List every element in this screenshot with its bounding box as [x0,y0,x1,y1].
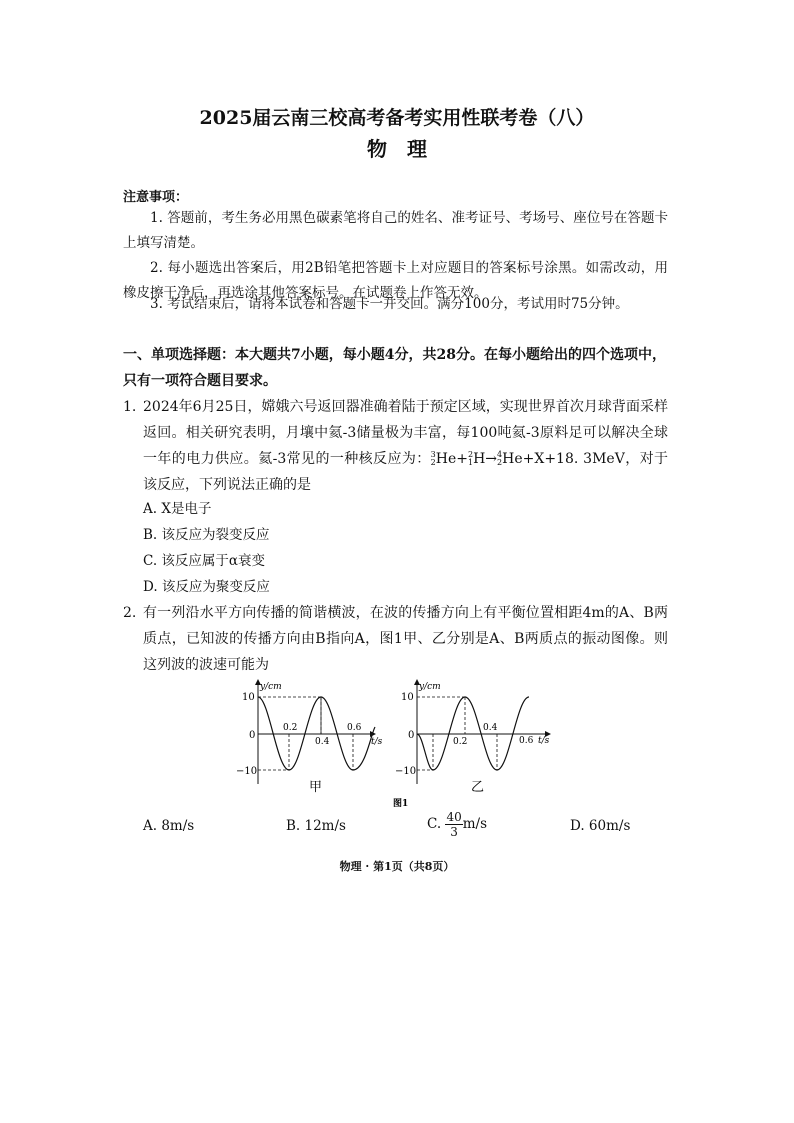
page-footer: 物理 · 第1页（共8页） [339,860,455,873]
origin-label: 0 [249,730,256,741]
q1-option-a[interactable]: A. X是电子 [143,501,212,517]
x-tick-0.6: 0.6 [519,736,534,746]
section-heading: 一、单项选择题：本大题共7小题，每小题4分，共28分。在每小题给出的四个选项中，只有一项符合题目要求。 [123,347,666,389]
option-unit: m/s [462,816,487,832]
x-tick-0.4: 0.4 [315,737,330,747]
y-tick-max: 10 [401,692,414,703]
x-tick-0.4: 0.4 [483,723,498,733]
y-tick-min: −10 [236,766,258,777]
subject-title: 物理 [367,137,447,161]
note-item-3: 3. 考试结束后，请将本试卷和答题卡一并交回。满分100分，考试用时75分钟。 [150,296,629,312]
y-tick-min: −10 [395,766,417,777]
notes-heading: 注意事项： [123,190,189,205]
q1-option-c[interactable]: C. 该反应属于α衰变 [143,553,266,569]
question-text: 有一列沿水平方向传播的简谐横波，在波的传播方向上有平衡位置相距4m的A、B两质点，已知波的传播方向由B指向A，图1甲、乙分别是A、B两质点的振动图像。则这列波的波速可能为 [143,605,668,673]
q2-option-a[interactable]: A. 8m/s [143,818,195,834]
graph-yi [395,680,550,795]
question-2 [123,600,668,678]
q2-option-b[interactable]: B. 12m/s [286,818,346,834]
question-text-after: ，对于该反应，下列说法正确的是 [143,451,669,493]
option-letter: C. [427,816,442,832]
q1-option-d[interactable]: D. 该反应为聚变反应 [143,579,270,595]
question-text: 2024年6月25日，嫦娥六号返回器准确着陆于预定区域，实现世界首次月球背面采样返回。相关研究表明，月壤中氦-3储量极为丰富，每100吨氦-3原料足可以解决全球一年的电力供应。氦-3常见的一种核反应为： [143,399,668,467]
arrow: → [485,451,498,467]
graph-label-jia: 甲 [309,780,323,795]
note-item-2: 2. 每小题选出答案后，用2B铅笔把答题卡上对应题目的答案标号涂黑。如需改动，用橡皮擦干净后，再选涂其他答案标号。在试题卷上作答无效。 [123,260,668,301]
exam-title: 2025届云南三校高考备考实用性联考卷（八） [199,107,595,129]
x-tick-0.6: 0.6 [347,723,362,733]
fraction: $\frac{40}{3}$ [446,810,462,839]
q1-option-b[interactable]: B. 该反应为裂变反应 [143,527,270,543]
q2-option-d[interactable]: D. 60m/s [570,818,631,834]
nuclide-he4: 4 2 He [497,450,523,467]
y-axis-label: y/cm [260,682,282,692]
question-1 [123,394,668,498]
figure-caption: 图1 [393,799,409,809]
x-tick-0.2: 0.2 [283,723,298,733]
reaction-rest: +X+18. 3MeV [522,451,625,467]
note-item-1: 1. 答题前，考生务必用黑色碳素笔将自己的姓名、准考证号、考场号、座位号在答题卡上填写清楚。 [123,210,668,251]
y-axis-label: y/cm [419,682,441,692]
origin-label: 0 [408,730,415,741]
x-tick-0.2: 0.2 [453,737,468,747]
x-axis-label: t/s [538,736,550,746]
nuclide-he3: 3 2 He [430,450,457,467]
x-axis-label: t/s [371,737,383,747]
question-number: 1. [123,399,137,415]
graph-jia [236,680,383,795]
nuclide-h2: 2 1 H [467,450,486,467]
graph-label-yi: 乙 [471,780,485,795]
figure-1 [225,672,575,822]
question-number: 2. [123,605,137,621]
plus-sign: + [456,451,468,467]
y-tick-max: 10 [242,692,255,703]
q2-option-c[interactable] [427,810,487,839]
